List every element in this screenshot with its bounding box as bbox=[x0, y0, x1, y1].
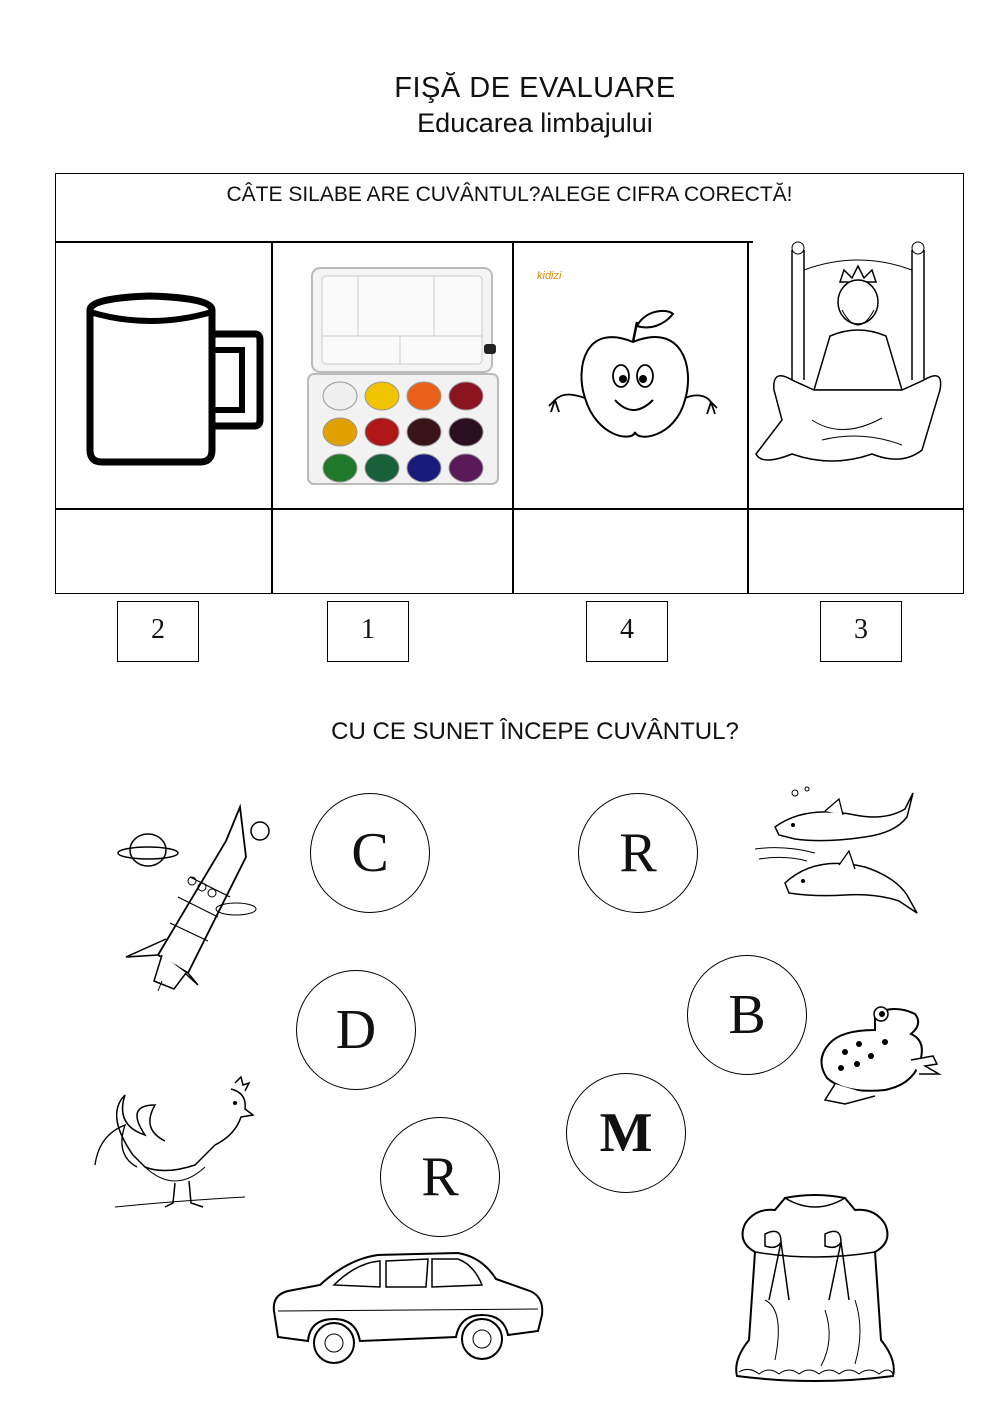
paint-well bbox=[407, 382, 441, 410]
paint-well bbox=[449, 382, 483, 410]
frog-icon bbox=[815, 1000, 940, 1110]
dolphins-icon bbox=[755, 785, 925, 920]
letter-circle-m[interactable]: M bbox=[566, 1073, 686, 1193]
table-divider bbox=[747, 241, 749, 594]
page-subtitle: Educarea limbajului bbox=[417, 108, 653, 138]
first-sound-question: CU CE SUNET ÎNCEPE CUVÂNTUL? bbox=[331, 718, 739, 745]
rooster-icon bbox=[85, 1075, 255, 1225]
paint-well bbox=[365, 418, 399, 446]
paint-well bbox=[449, 454, 483, 482]
syllable-question: CÂTE SILABE ARE CUVÂNTUL?ALEGE CIFRA CORECTĂ! bbox=[226, 183, 793, 206]
number-option-4[interactable]: 4 bbox=[586, 601, 668, 662]
paint-well bbox=[407, 418, 441, 446]
table-divider bbox=[55, 508, 964, 510]
paint-well bbox=[407, 454, 441, 482]
number-option-2[interactable]: 2 bbox=[117, 601, 199, 662]
table-divider bbox=[271, 241, 273, 594]
table-divider bbox=[512, 241, 514, 594]
mug-icon bbox=[80, 290, 270, 470]
table-divider bbox=[55, 241, 753, 243]
letter-circle-b[interactable]: B bbox=[687, 955, 807, 1075]
paint-well bbox=[323, 454, 357, 482]
paint-well bbox=[449, 418, 483, 446]
paint-well bbox=[323, 382, 357, 410]
car-icon bbox=[268, 1245, 548, 1370]
letter-circle-d[interactable]: D bbox=[296, 970, 416, 1090]
dress-icon bbox=[725, 1190, 905, 1385]
letter-circle-r[interactable]: R bbox=[380, 1117, 500, 1237]
apple-watermark: kidizi bbox=[537, 270, 562, 282]
paint-well bbox=[365, 454, 399, 482]
number-option-3[interactable]: 3 bbox=[820, 601, 902, 662]
apple-character-icon bbox=[545, 308, 720, 448]
paint-well bbox=[365, 382, 399, 410]
paint-well bbox=[323, 418, 357, 446]
letter-circle-r[interactable]: R bbox=[578, 793, 698, 913]
watercolor-paint-box-icon bbox=[300, 262, 510, 492]
letter-circle-c[interactable]: C bbox=[310, 793, 430, 913]
rocket-icon bbox=[118, 805, 278, 995]
page-title: FIŞĂ DE EVALUARE bbox=[394, 72, 676, 104]
king-on-throne-icon bbox=[752, 240, 962, 470]
number-option-1[interactable]: 1 bbox=[327, 601, 409, 662]
